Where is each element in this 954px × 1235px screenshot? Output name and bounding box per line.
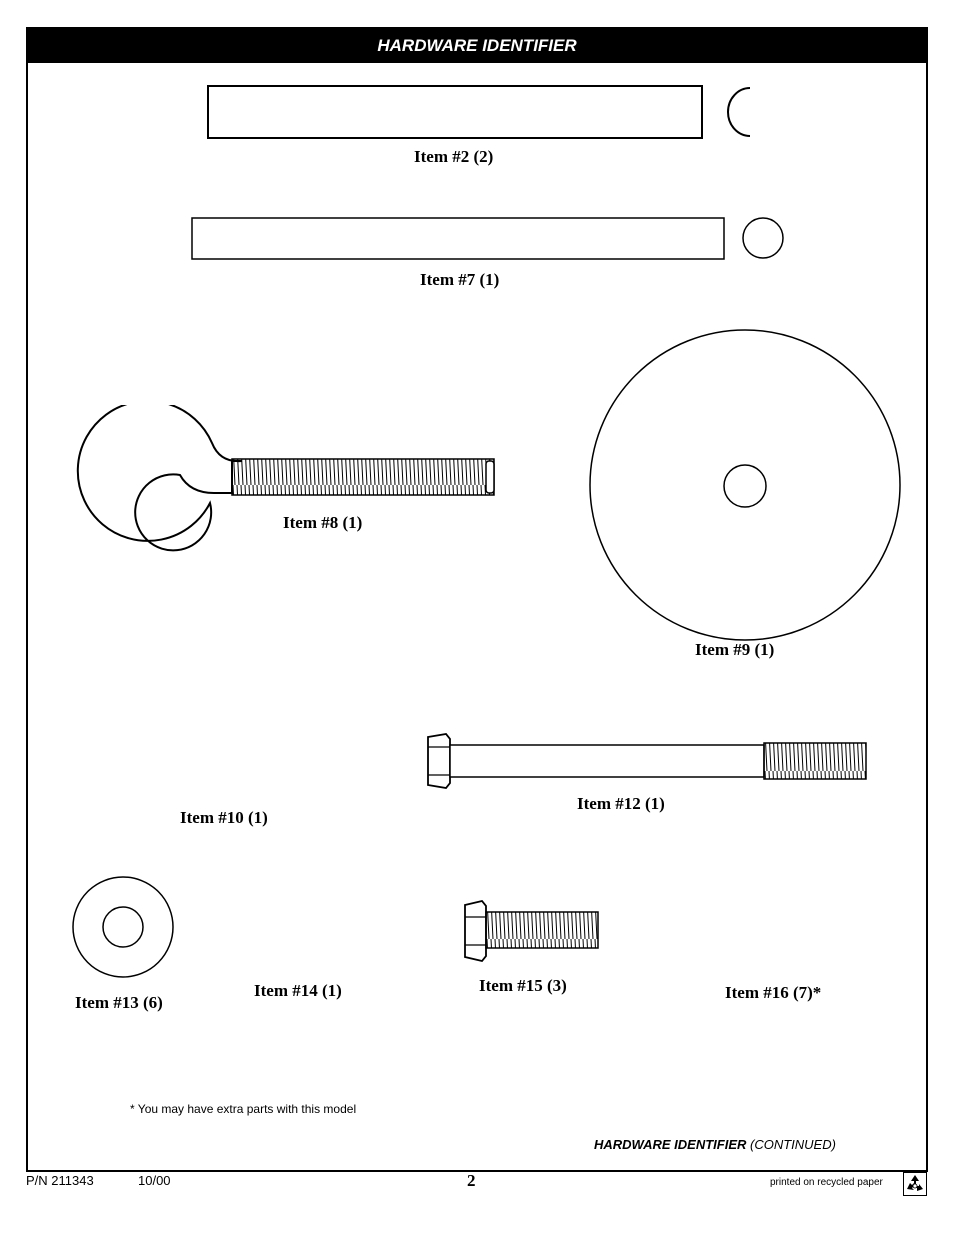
item-7-drawing bbox=[189, 215, 789, 265]
continued-note bbox=[594, 1137, 836, 1152]
item-13-drawing bbox=[70, 874, 178, 982]
page-number: 2 bbox=[467, 1171, 476, 1190]
continued-title: HARDWARE IDENTIFIER bbox=[594, 1137, 747, 1152]
item-13-label: Item #13 (6) bbox=[75, 993, 163, 1012]
recycled-note: printed on recycled paper bbox=[770, 1177, 883, 1188]
continued-suffix: (CONTINUED) bbox=[750, 1137, 836, 1152]
page-title: HARDWARE IDENTIFIER bbox=[28, 29, 926, 63]
recycle-icon bbox=[903, 1172, 927, 1196]
item-7-label: Item #7 (1) bbox=[420, 270, 500, 289]
item-12-drawing bbox=[424, 731, 872, 791]
item-9-label: Item #9 (1) bbox=[695, 640, 775, 659]
item-10-label: Item #10 (1) bbox=[180, 808, 268, 827]
revision-date: 10/00 bbox=[138, 1173, 171, 1188]
item-14-label: Item #14 (1) bbox=[254, 981, 342, 1000]
item-16-label: Item #16 (7)* bbox=[725, 983, 822, 1002]
item-9-drawing bbox=[588, 328, 902, 642]
item-8-label: Item #8 (1) bbox=[283, 513, 363, 532]
item-15-drawing bbox=[462, 899, 606, 963]
footnote: * You may have extra parts with this model bbox=[130, 1102, 357, 1116]
item-15-label: Item #15 (3) bbox=[479, 976, 567, 995]
item-12-label: Item #12 (1) bbox=[577, 794, 665, 813]
item-8-drawing bbox=[72, 405, 502, 557]
part-number: P/N 211343 bbox=[26, 1173, 94, 1188]
item-2-label: Item #2 (2) bbox=[414, 147, 494, 166]
item-2-drawing bbox=[205, 84, 757, 142]
